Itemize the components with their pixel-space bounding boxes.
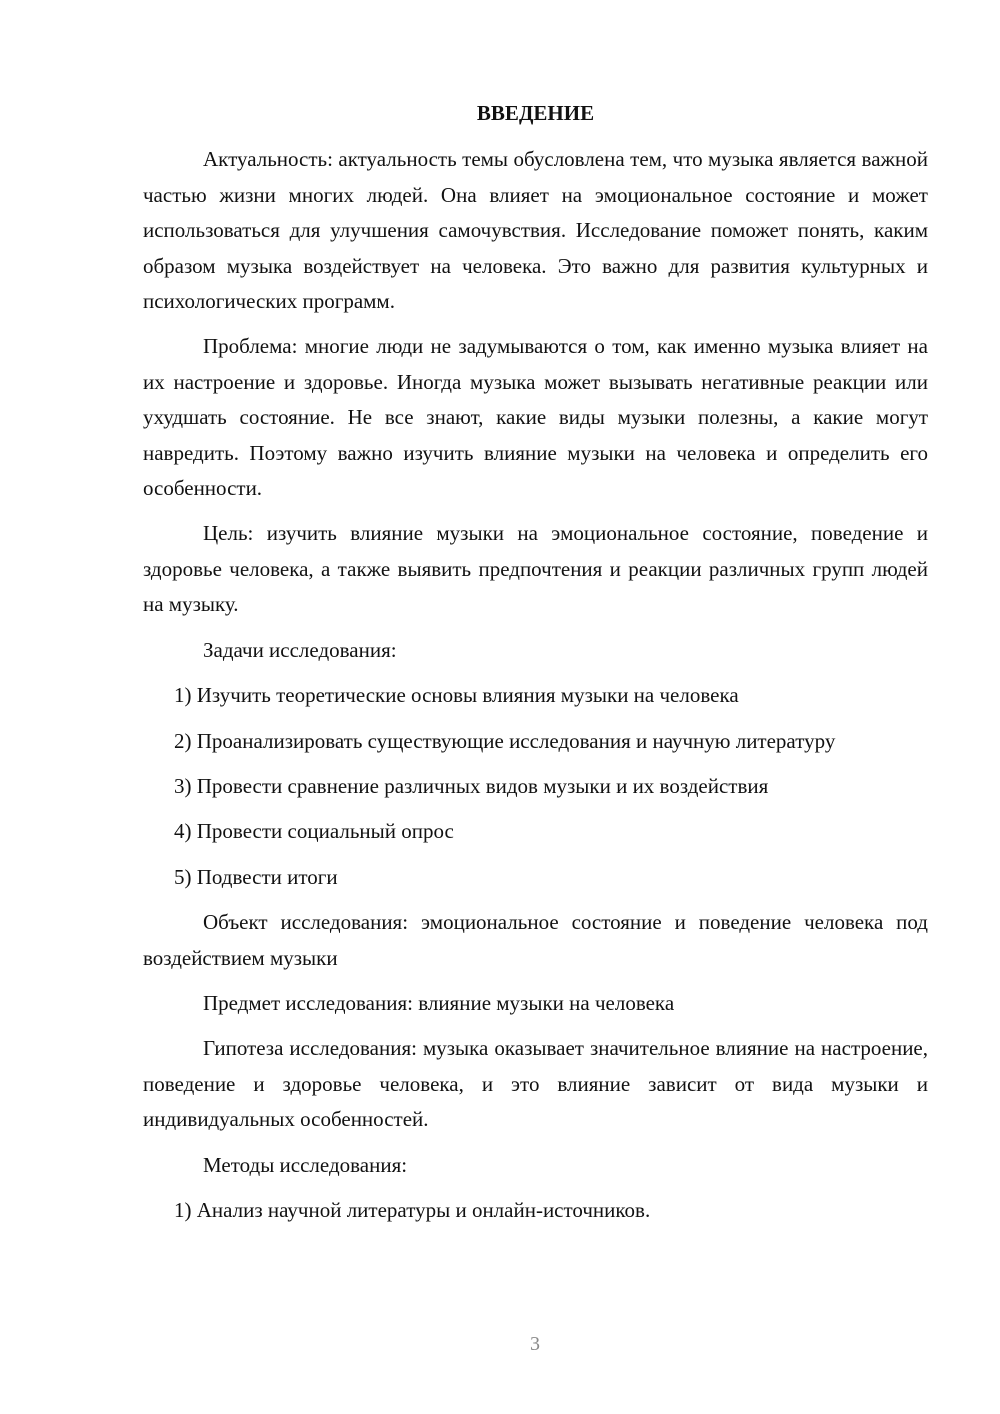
hypothesis-paragraph: Гипотеза исследования: музыка оказывает значительное влияние на настроение, поведение и здоровье человека, и это влияние зависит от вида музыки и индивидуальных особенностей. — [143, 1036, 928, 1132]
task-item-5: 5) Подвести итоги — [174, 864, 338, 889]
task-item-4: 4) Провести социальный опрос — [174, 819, 454, 844]
methods-heading: Методы исследования: — [203, 1152, 408, 1177]
document-title: ВВЕДЕНИЕ — [476, 101, 595, 125]
goal-paragraph: Цель: изучить влияние музыки на эмоциональное состояние, поведение и здоровье человека, а также выявить предпочтения и реакции различных групп людей на музыку. — [143, 521, 928, 617]
tasks-heading: Задачи исследования: — [203, 637, 397, 662]
problem-paragraph: Проблема: многие люди не задумываются о том, как именно музыка влияет на их настроение и здоровье. Иногда музыка может вызывать негативные реакции или ухудшать состояние. Не все знают, какие виды музыки полезны, а какие могут навредить. Поэтому важно изучить влияние музыки на человека и определить его особенности. — [143, 334, 928, 501]
page-number: 3 — [530, 1333, 540, 1355]
task-item-3: 3) Провести сравнение различных видов музыки и их воздействия — [174, 773, 769, 798]
object-paragraph: Объект исследования: эмоциональное состояние и поведение человека под воздействием музыки — [143, 910, 928, 970]
relevance-paragraph: Актуальность: актуальность темы обусловлена тем, что музыка является важной частью жизни многих людей. Она влияет на эмоциональное состояние и может использоваться для улучшения самочувствия. Исследование поможет понять, каким образом музыка воздействует на человека. Это важно для развития культурных и психологических программ. — [143, 147, 928, 314]
method-item-1: 1) Анализ научной литературы и онлайн-источников. — [174, 1197, 651, 1222]
task-item-1: 1) Изучить теоретические основы влияния музыки на человека — [174, 683, 739, 708]
task-item-2: 2) Проанализировать существующие исследования и научную литературу — [174, 728, 836, 753]
document-page — [143, 96, 928, 1238]
subject-paragraph: Предмет исследования: влияние музыки на человека — [203, 990, 675, 1015]
